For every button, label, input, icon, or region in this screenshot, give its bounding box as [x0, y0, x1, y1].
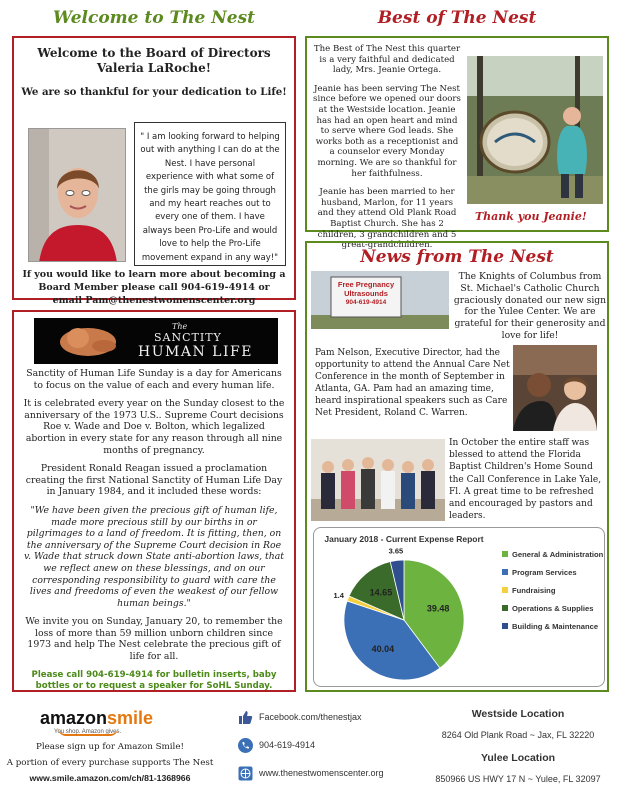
- footer: [0, 700, 618, 800]
- banner-human-life: HUMAN LIFE: [138, 344, 253, 360]
- staff-photo: [311, 439, 445, 521]
- best-text: [313, 44, 461, 259]
- amazon-logo-smile: smile: [107, 708, 154, 728]
- legend-label: Building & Maintenance: [512, 622, 599, 631]
- board-member-photo: [28, 128, 126, 262]
- globe-icon: [238, 766, 253, 781]
- amazon-smile-logo[interactable]: [40, 708, 190, 735]
- sanctity-box: [12, 310, 296, 692]
- sign-line2: Ultrasounds: [344, 289, 388, 298]
- sanctity-paragraph: It is celebrated every year on the Sunday closest to the anniversary of the 1973 U.S.. Supreme Court decisions Roe v. Wade and Doe v. Bolton, which legalized abortion in every state for any reason through all nine months of pregnancy.: [23, 398, 285, 456]
- sanctity-call: Please call 904-619-4914 for bulletin inserts, baby bottles or to request a speaker for SoHL Sunday.: [31, 669, 277, 692]
- expense-chart: [313, 527, 605, 687]
- pie-data-label: 3.65: [388, 546, 404, 556]
- welcome-box: [12, 36, 296, 306]
- welcome-heading: Welcome to the Board of Directors Valeria LaRoche!: [37, 46, 271, 75]
- sanctity-paragraph: President Ronald Reagan issued a proclamation creating the first National Sanctity of Human Life Day in January 1984, and it included these words:: [25, 463, 283, 498]
- yulee-title: Yulee Location: [480, 752, 556, 764]
- best-paragraph: The Best of The Nest this quarter is a very faithful and dedicated lady, Mrs. Jeanie Ortega.: [313, 44, 461, 76]
- amazon-tagline: You shop. Amazon gives.: [54, 729, 122, 735]
- news-staff-conference: In October the entire staff was blessed to attend the Florida Baptist Children's Home Sound the Call Conference in Lake Yale, Fl. A great time to be refreshed and encouraged by pastors and leaders.: [449, 438, 602, 522]
- banner-sanctity: SANCTITY: [154, 331, 222, 344]
- amazon-smile-arrow: [58, 728, 118, 736]
- best-box: [305, 36, 609, 251]
- facebook-link[interactable]: [238, 710, 362, 725]
- pie-data-label: 1.4: [333, 590, 344, 600]
- board-member-cta: If you would like to learn more about becoming a Board Member please call 904-619-4914 or email Pam@thenestwomenscenter.org: [22, 269, 286, 306]
- chart-legend: [502, 550, 603, 640]
- legend-item: [502, 586, 603, 595]
- legend-label: General & Administration: [512, 550, 604, 559]
- pie-chart: [314, 538, 494, 688]
- legend-swatch: [502, 587, 508, 593]
- board-member-quote: " I am looking forward to helping out with anything I can do at the Nest. I have personal experience with what some of the girls may be going through and my heart reaches out to every one of them. I have always been Pro-Life and would love to help the Pro-Life movement expand in any way!": [134, 122, 286, 266]
- legend-item: [502, 550, 603, 559]
- pam-photo: [513, 345, 597, 431]
- best-paragraph: Jeanie has been serving The Nest since before we opened our doors at the Westside location. Jeanie has had an open heart and mind to serve where God leads. She works both as a receptionist and a counselor every Monday morning. We are so thankful for her faithfulness.: [313, 83, 461, 179]
- legend-label: Program Services: [512, 568, 577, 577]
- legend-item: [502, 622, 603, 631]
- best-section-title: Best of The Nest: [377, 8, 537, 28]
- sanctity-banner: [34, 318, 278, 364]
- phone-text: 904-619-4914: [259, 739, 316, 750]
- thumbs-up-icon: [238, 710, 253, 725]
- amazon-portion: A portion of every purchase supports The Nest: [6, 758, 214, 768]
- best-paragraph: Jeanie has been married to her husband, Marlon, for 11 years and they attend Old Plank Road Baptist Church. She has 2 children, 3 grandchildren and 5 great-grandchildren.: [317, 187, 457, 251]
- sign-phone: 904-619-4914: [345, 299, 387, 306]
- banner-the: The: [172, 322, 188, 331]
- welcome-thanks: We are so thankful for your dedication to Life!: [21, 86, 287, 98]
- reagan-quote: "We have been given the precious gift of human life, made more precious still by our births in or pilgrimages to a land of freedom. It is fitting, then, on the anniversary of the Supreme Court decision in Roe v. Wade that struck down State anti-abortion laws, that we reflect anew on these blessings, and on our corresponding responsibility to guard with care the lives and freedoms of even the weakest of our fellow human beings.": [23, 504, 285, 609]
- legend-item: [502, 568, 603, 577]
- website-text: www.thenestwomenscenter.org: [259, 767, 384, 778]
- sanctity-paragraph: Sanctity of Human Life Sunday is a day for Americans to focus on the value of each and every human life.: [26, 368, 282, 391]
- amazon-signup: Please sign up for Amazon Smile!: [36, 742, 184, 752]
- legend-label: Operations & Supplies: [512, 604, 594, 613]
- welcome-section-title: Welcome to The Nest: [52, 8, 256, 28]
- sanctity-paragraph: We invite you on Sunday, January 20, to remember the loss of more than 59 million unborn children since 1973 and help The Nest celebrate the precious gift of life for all.: [25, 616, 283, 663]
- chart-title: January 2018 - Current Expense Report: [324, 534, 484, 544]
- facebook-text: Facebook.com/thenestjax: [259, 711, 362, 722]
- legend-item: [502, 604, 603, 613]
- yulee-sign-photo: [311, 271, 449, 329]
- yulee-address: 850966 US HWY 17 N ~ Yulee, FL 32097: [435, 774, 601, 784]
- website-link[interactable]: [238, 766, 384, 781]
- legend-label: Fundraising: [512, 586, 556, 595]
- phone-icon: [238, 738, 253, 753]
- amazon-logo-word: amazon: [40, 708, 108, 728]
- sign-line1: Free Pregnancy: [337, 280, 395, 289]
- westside-title: Westside Location: [471, 708, 565, 720]
- phone-link[interactable]: [238, 738, 315, 753]
- jeanie-photo: [467, 56, 603, 204]
- pie-data-label: 40.04: [371, 644, 395, 655]
- news-knights: The Knights of Columbus from St. Michael's Catholic Church graciously donated our new sign for the Yulee Center. We are grateful for their generosity and love for life!: [453, 271, 607, 341]
- news-box: [305, 241, 609, 692]
- pie-data-label: 14.65: [369, 587, 393, 598]
- legend-swatch: [502, 551, 508, 557]
- legend-swatch: [502, 623, 508, 629]
- news-section-title: News from The Nest: [360, 247, 554, 267]
- legend-swatch: [502, 569, 508, 575]
- westside-address: 8264 Old Plank Road ~ Jax, FL 32220: [441, 730, 595, 740]
- legend-swatch: [502, 605, 508, 611]
- amazon-url[interactable]: www.smile.amazon.com/ch/81-1368966: [29, 773, 191, 783]
- pie-data-label: 39.48: [426, 603, 450, 614]
- thank-you-jeanie: Thank you Jeanie!: [475, 210, 587, 223]
- sanctity-text: [22, 368, 286, 699]
- news-pam: Pam Nelson, Executive Director, had the opportunity to attend the Annual Care Net Conference in the month of September in Atlanta, GA. Pam had an amazing time, heard inspirational speakers such as Care Net President, Roland C. Warren.: [315, 348, 510, 418]
